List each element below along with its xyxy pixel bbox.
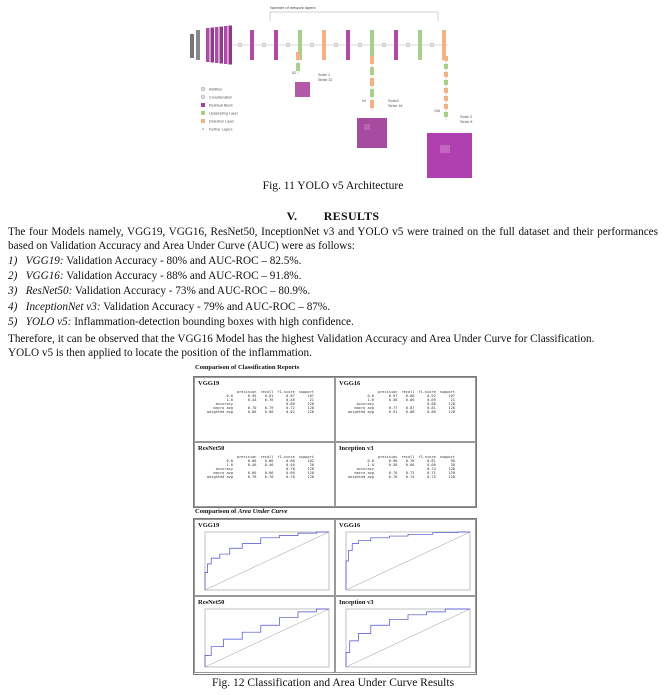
auc-panel bbox=[194, 519, 335, 596]
report-header-cell: recall bbox=[260, 455, 274, 459]
add-node bbox=[262, 43, 266, 47]
report-cell: weighted avg bbox=[348, 475, 374, 479]
auc-model-name: VGG16 bbox=[339, 522, 361, 529]
svg-text:Further Layers: Further Layers bbox=[209, 127, 233, 132]
add-node bbox=[310, 43, 314, 47]
report-cell: 0.86 bbox=[286, 459, 295, 463]
branch-layer bbox=[370, 56, 374, 64]
report-cell: 0.80 bbox=[286, 402, 295, 406]
report-cell: 0.86 bbox=[405, 398, 415, 402]
report-header-cell: precision bbox=[377, 390, 398, 394]
branch-layer bbox=[444, 80, 448, 85]
report-cell: 0.87 bbox=[405, 406, 415, 410]
fig12-caption: Fig. 12 Classification and Area Under Curve Results bbox=[211, 677, 455, 689]
auc-model-name: Inception v3 bbox=[339, 599, 374, 606]
report-cell: 0.95 bbox=[247, 394, 257, 398]
report-cell: 0.72 bbox=[286, 406, 295, 410]
report-header-cell: recall bbox=[401, 455, 415, 459]
report-model-name: VGG19 bbox=[198, 380, 220, 387]
report-cell: 0.78 bbox=[405, 459, 415, 463]
report-cell: 0.56 bbox=[388, 463, 398, 467]
report-cell: macro avg bbox=[213, 406, 233, 410]
list-item: 5) YOLO v5: Inflammation-detection bounding boxes with high confidence. bbox=[8, 315, 354, 328]
report-cell: 0.79 bbox=[264, 406, 274, 410]
report-cell: 128 bbox=[448, 475, 455, 479]
report-cell: 0.78 bbox=[264, 475, 274, 479]
report-row bbox=[205, 410, 316, 414]
report-model-name: VGG16 bbox=[339, 380, 361, 387]
report-cell: accuracy bbox=[356, 402, 374, 406]
report-cell: macro avg bbox=[354, 406, 374, 410]
report-cell: accuracy bbox=[215, 467, 233, 471]
report-cell: 0.70 bbox=[388, 471, 398, 475]
report-cell: 21 bbox=[450, 398, 455, 402]
report-cell: 1.0 bbox=[367, 463, 374, 467]
svg-text:Scale2: Scale2 bbox=[388, 99, 399, 103]
report-cell: 1.0 bbox=[367, 398, 374, 402]
report-cell: 0.78 bbox=[286, 467, 295, 471]
report-header-cell: support bbox=[298, 390, 314, 394]
report-row bbox=[205, 475, 316, 479]
svg-text:Detection Layer: Detection Layer bbox=[209, 119, 235, 124]
report-header-cell: support bbox=[298, 455, 314, 459]
report-cell: 0.77 bbox=[388, 406, 398, 410]
report-panel bbox=[194, 442, 335, 507]
report-cell: 0.44 bbox=[247, 398, 257, 402]
svg-text:Scale 1: Scale 1 bbox=[318, 73, 330, 77]
report-cell: 21 bbox=[309, 398, 314, 402]
report-row bbox=[346, 410, 457, 414]
report-cell: 128 bbox=[307, 471, 314, 475]
report-cell: 0.70 bbox=[247, 406, 257, 410]
fig11-caption: Fig. 11 YOLO v5 Architecture bbox=[262, 180, 404, 192]
report-cell: 0.87 bbox=[286, 394, 295, 398]
report-cell: 0.66 bbox=[286, 471, 295, 475]
auc-panel bbox=[335, 519, 476, 596]
report-cell: 0.0 bbox=[226, 394, 233, 398]
residual-block bbox=[211, 28, 215, 63]
list-item: 4) InceptionNet v3: Validation Accuracy - 79% and AUC-ROC – 87%. bbox=[8, 300, 331, 313]
report-cell: 107 bbox=[307, 394, 314, 398]
report-table bbox=[205, 390, 316, 414]
report-header-cell: precision bbox=[377, 455, 398, 459]
residual-block bbox=[229, 26, 233, 65]
report-cell: 0.66 bbox=[264, 471, 274, 475]
report-cell: 0.72 bbox=[405, 471, 415, 475]
layer-block bbox=[442, 30, 446, 60]
branch-layer bbox=[370, 89, 374, 97]
report-cell: 0.46 bbox=[264, 463, 274, 467]
branch-layer bbox=[444, 64, 448, 69]
svg-text:Upsampling Layer: Upsampling Layer bbox=[209, 111, 238, 116]
report-cell: 128 bbox=[307, 410, 314, 414]
branch-layer bbox=[370, 67, 374, 75]
report-header-cell: support bbox=[439, 390, 455, 394]
report-cell: 90 bbox=[450, 459, 455, 463]
results-list bbox=[8, 254, 354, 330]
report-cell: 0.81 bbox=[264, 394, 274, 398]
report-cell: 0.56 bbox=[286, 398, 295, 402]
svg-text:94: 94 bbox=[362, 99, 366, 103]
report-header-cell: recall bbox=[260, 390, 274, 394]
report-cell: 0.90 bbox=[388, 459, 398, 463]
layer-block bbox=[322, 30, 326, 60]
report-cell: 0.58 bbox=[388, 398, 398, 402]
yolo-architecture-diagram bbox=[178, 0, 488, 180]
branch-layer bbox=[296, 63, 300, 71]
layer-block bbox=[346, 30, 350, 60]
report-header-cell: support bbox=[439, 455, 455, 459]
report-cell: 0.78 bbox=[247, 475, 257, 479]
report-cell: weighted avg bbox=[348, 410, 374, 414]
input-layer bbox=[190, 34, 194, 58]
report-cell: 128 bbox=[448, 406, 455, 410]
report-cell: 0.46 bbox=[286, 463, 295, 467]
detection-branches bbox=[296, 52, 448, 120]
residual-block bbox=[220, 27, 224, 64]
roc-curve-plot bbox=[336, 520, 477, 597]
layer-block bbox=[394, 30, 398, 60]
branch-layer bbox=[444, 56, 448, 61]
report-cell: 102 bbox=[307, 459, 314, 463]
auc-title: Comparison of Area Under Curve bbox=[195, 508, 288, 515]
report-model-name: ResNet50 bbox=[198, 445, 225, 452]
report-cell: 0.74 bbox=[405, 475, 415, 479]
report-cell: 0.82 bbox=[286, 410, 295, 414]
branch-layer bbox=[444, 96, 448, 101]
add-node bbox=[334, 43, 338, 47]
auc-panel bbox=[194, 596, 335, 673]
report-header-cell: f1-score bbox=[418, 390, 436, 394]
roc-curve-plot bbox=[195, 520, 336, 597]
reports-title: Comparison of Classification Reports bbox=[195, 364, 300, 371]
branch-layer bbox=[370, 100, 374, 108]
branch-layer bbox=[444, 112, 448, 117]
report-cell: weighted avg bbox=[207, 410, 233, 414]
residual-block bbox=[224, 26, 228, 64]
report-cell: 0.88 bbox=[405, 410, 415, 414]
svg-text:Stride 32: Stride 32 bbox=[318, 78, 333, 82]
report-cell: weighted avg bbox=[207, 475, 233, 479]
report-cell: 128 bbox=[307, 406, 314, 410]
branch-layer bbox=[444, 104, 448, 109]
report-cell: 0.88 bbox=[427, 410, 436, 414]
report-cell: 0.0 bbox=[367, 394, 374, 398]
report-cell: macro avg bbox=[354, 471, 374, 475]
layer-block bbox=[274, 30, 278, 60]
report-cell: 128 bbox=[307, 402, 314, 406]
roc-curve-plot bbox=[336, 597, 477, 674]
report-panel bbox=[335, 442, 476, 507]
report-header-cell: f1-score bbox=[277, 455, 295, 459]
backbone-layers bbox=[190, 26, 448, 65]
svg-text:Residual Block: Residual Block bbox=[209, 103, 233, 108]
report-cell: 1.0 bbox=[226, 463, 233, 467]
diagram-legend bbox=[201, 87, 239, 132]
layer-block bbox=[250, 30, 254, 60]
output-map-scale2 bbox=[357, 118, 387, 148]
layer-block bbox=[370, 30, 374, 60]
report-cell: 0.60 bbox=[427, 463, 436, 467]
report-cell: 0.46 bbox=[247, 463, 257, 467]
svg-text:106: 106 bbox=[434, 109, 440, 113]
svg-text:Concatenation: Concatenation bbox=[209, 95, 233, 100]
report-cell: 0.76 bbox=[388, 475, 398, 479]
report-panel bbox=[194, 377, 335, 442]
add-node bbox=[382, 43, 386, 47]
report-cell: 0.88 bbox=[427, 402, 436, 406]
input-layer bbox=[196, 30, 200, 60]
auc-panel bbox=[335, 596, 476, 673]
list-item: 3) ResNet50: Validation Accuracy - 73% and AUC-ROC – 80.9%. bbox=[8, 285, 311, 298]
svg-text:Addition: Addition bbox=[209, 87, 222, 92]
report-cell: 128 bbox=[448, 410, 455, 414]
report-cell: 107 bbox=[448, 394, 455, 398]
residual-block bbox=[206, 28, 210, 62]
report-table bbox=[346, 455, 457, 479]
auc-grid bbox=[193, 518, 477, 675]
report-cell: 0.81 bbox=[427, 406, 436, 410]
report-cell: 128 bbox=[448, 471, 455, 475]
report-cell: 0.0 bbox=[226, 459, 233, 463]
reports-grid bbox=[193, 376, 477, 508]
report-cell: 0.80 bbox=[264, 410, 274, 414]
add-node bbox=[358, 43, 362, 47]
svg-text:82: 82 bbox=[292, 71, 296, 75]
branch-layer bbox=[444, 88, 448, 93]
branch-layer bbox=[444, 72, 448, 77]
report-cell: 0.81 bbox=[427, 459, 436, 463]
list-item: 1) VGG19: Validation Accuracy - 80% and AUC-ROC – 82.5%. bbox=[8, 255, 302, 267]
report-cell: 0.66 bbox=[405, 463, 415, 467]
report-cell: 0.92 bbox=[427, 394, 436, 398]
list-item: 2) VGG16: Validation Accuracy - 88% and AUC-ROC – 91.8%. bbox=[8, 270, 302, 283]
diagonal-line bbox=[205, 532, 329, 590]
residual-block bbox=[215, 27, 219, 63]
report-cell: 0.69 bbox=[427, 398, 436, 402]
report-table bbox=[346, 390, 457, 414]
svg-text:Stride 16: Stride 16 bbox=[388, 104, 403, 108]
report-cell: 0.71 bbox=[427, 471, 436, 475]
report-cell: 128 bbox=[448, 467, 455, 471]
report-cell: accuracy bbox=[356, 467, 374, 471]
branch-layer bbox=[296, 52, 300, 60]
report-model-name: Inception v3 bbox=[339, 445, 374, 452]
report-cell: 0.86 bbox=[264, 459, 274, 463]
report-table bbox=[205, 455, 316, 479]
report-header-cell: precision bbox=[236, 455, 257, 459]
report-header-cell: recall bbox=[401, 390, 415, 394]
network-layers-label: Number of network layers bbox=[270, 5, 316, 10]
svg-text:Stride 8: Stride 8 bbox=[460, 120, 473, 124]
add-node bbox=[286, 43, 290, 47]
report-cell: 38 bbox=[450, 463, 455, 467]
report-header-cell: f1-score bbox=[418, 455, 436, 459]
report-cell: 0.86 bbox=[247, 459, 257, 463]
branch-layer bbox=[370, 78, 374, 86]
report-cell: 0.75 bbox=[427, 475, 436, 479]
report-cell: 0.78 bbox=[286, 475, 295, 479]
report-cell: accuracy bbox=[215, 402, 233, 406]
report-cell: macro avg bbox=[213, 471, 233, 475]
report-cell: 0.66 bbox=[247, 471, 257, 475]
report-header-cell: precision bbox=[236, 390, 257, 394]
add-node bbox=[238, 43, 242, 47]
auc-model-name: VGG19 bbox=[198, 522, 220, 529]
auc-model-name: ResNet50 bbox=[198, 599, 225, 606]
report-cell: 0.91 bbox=[388, 410, 398, 414]
report-cell: 0.88 bbox=[405, 394, 415, 398]
svg-text:Scale 3: Scale 3 bbox=[460, 115, 472, 119]
report-cell: 128 bbox=[307, 475, 314, 479]
layer-block bbox=[418, 30, 422, 60]
report-cell: 1.0 bbox=[226, 398, 233, 402]
diagonal-line bbox=[205, 609, 329, 667]
output-map-scale1 bbox=[295, 82, 310, 97]
report-row bbox=[346, 475, 457, 479]
report-header-cell: f1-score bbox=[277, 390, 295, 394]
report-cell: 0.97 bbox=[388, 394, 398, 398]
add-node bbox=[430, 43, 434, 47]
output-map-scale3 bbox=[427, 133, 472, 178]
report-cell: 0.74 bbox=[427, 467, 436, 471]
results-intro: The four Models namely, VGG19, VGG16, ResNet50, InceptionNet v3 and YOLO v5 were trained on the full dataset and their performances based on Validation Accuracy and Area Under Curve (AUC) were as follows: bbox=[8, 226, 658, 253]
report-cell: 0.76 bbox=[264, 398, 274, 402]
report-cell: 0.0 bbox=[367, 459, 374, 463]
report-cell: 26 bbox=[309, 463, 314, 467]
report-cell: 0.86 bbox=[247, 410, 257, 414]
report-cell: 128 bbox=[448, 402, 455, 406]
section-title: V. RESULTS bbox=[286, 209, 380, 223]
roc-curve-plot bbox=[195, 597, 336, 674]
add-node bbox=[406, 43, 410, 47]
report-cell: 128 bbox=[307, 467, 314, 471]
results-conclusion: Therefore, it can be observed that the VGG16 Model has the highest Validation Accuracy and Area Under Curve for Classification. YOLO v5 is then applied to locate the position of the inflammation. bbox=[8, 333, 595, 360]
report-panel bbox=[335, 377, 476, 442]
